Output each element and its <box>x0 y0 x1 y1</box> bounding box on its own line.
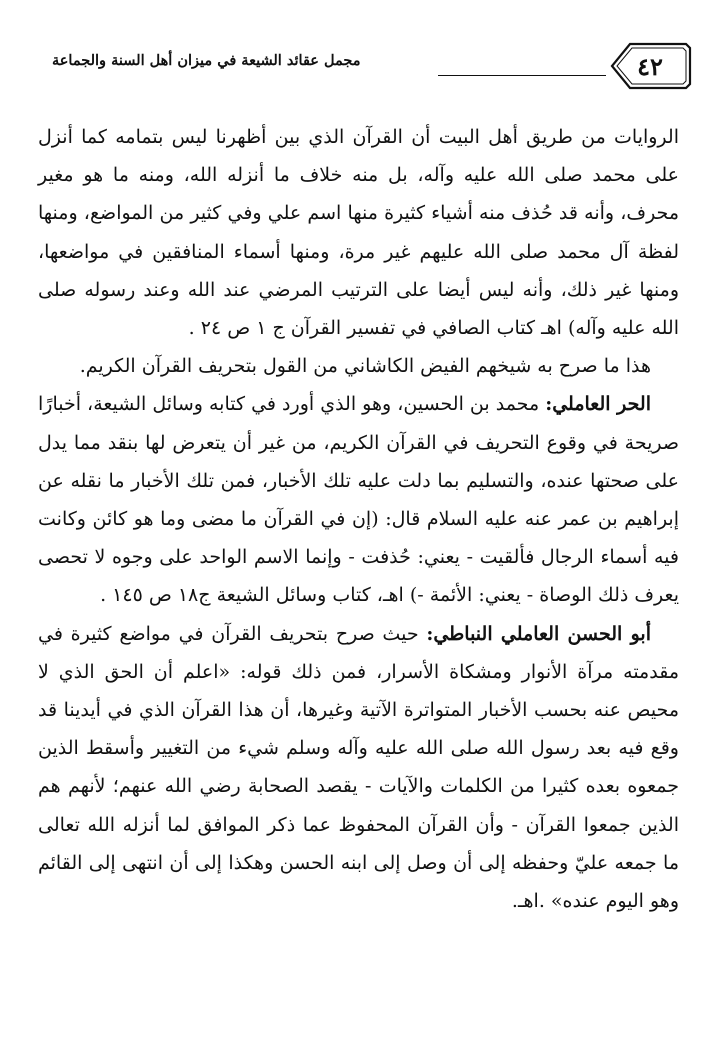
book-title: مجمل عقائد الشيعة في ميزان أهل السنة والجماعة <box>52 52 361 69</box>
paragraph-4-text: حيث صرح بتحريف القرآن في مواضع كثيرة في مقدمته مرآة الأنوار ومشكاة الأسرار، فمن ذلك قوله: «اعلم أن الحق الذي لا محيص عنه بحسب الأخبار المتواترة الآتية وغيرها، أن هذا القرآن الذي في أيدينا قد وقع فيه بعد رسول الله صلى الله عليه وآله وسلم شيء من التغيير وأسقط الذين جمعوه بعده كثيرا من الكلمات والآيات - يقصد الصحابة رضي الله عنهم؛ لأنهم هم الذين جمعوا القرآن - وأن القرآن المحفوظ عما ذكر الموافق لما أنزله الله تعالى ما جمعه عليّ وحفظه إلى أن وصل إلى ابنه الحسن وهكذا إلى أن انتهى إلى القائم وهو اليوم عنده» .اهـ. <box>38 622 679 913</box>
paragraph-2-text: هذا ما صرح به شيخهم الفيض الكاشاني من القول بتحريف القرآن الكريم. <box>79 355 651 378</box>
paragraph-4-heading: أبو الحسن العاملي النباطي: <box>426 622 651 645</box>
page-number: ٤٢ <box>637 51 663 81</box>
paragraph-1 <box>38 118 679 347</box>
paragraph-3 <box>38 385 679 614</box>
header-rule <box>438 75 606 76</box>
paragraph-3-heading: الحر العاملي: <box>545 393 651 416</box>
page-header <box>52 40 692 92</box>
page-number-frame <box>608 40 692 92</box>
page-body <box>38 118 679 920</box>
paragraph-2 <box>38 347 679 385</box>
paragraph-1-text: الروايات من طريق أهل البيت أن القرآن الذي بين أظهرنا ليس بتمامه كما أنزل على محمد صلى الله عليه وآله، بل منه خلاف ما أنزله الله، ومنه ما هو مغير محرف، وأنه قد حُذف منه أشياء كثيرة منها اسم علي وفي كثير من المواضع، ومنها لفظة آل محمد صلى الله عليهم غير مرة، ومنها أسماء المنافقين في مواضعها، ومنها غير ذلك، وأنه ليس أيضا على الترتيب المرضي عند الله وعند رسوله صلى الله عليه وآله) اهـ كتاب الصافي في تفسير القرآن ج ١ ص ٢٤ . <box>38 126 679 340</box>
paragraph-4 <box>38 615 679 921</box>
paragraph-3-text: محمد بن الحسين، وهو الذي أورد في كتابه وسائل الشيعة، أخبارًا صريحة في وقوع التحريف في القرآن الكريم، من غير أن يتعرض لها بنقد مما يدل على صحتها عنده، والتسليم بما دلت عليه تلك الأخبار، فمن تلك الأخبار ما نقله عن إبراهيم بن عمر عنه عليه السلام قال: (إن في القرآن ما مضى وما هو كائن وكانت فيه أسماء الرجال فألقيت - يعني: حُذفت - وإنما الاسم الواحد على وجوه لا تحصى يعرف ذلك الوصاة - يعني: الأئمة -) اهـ، كتاب وسائل الشيعة ج١٨ ص ١٤٥ . <box>38 393 679 607</box>
